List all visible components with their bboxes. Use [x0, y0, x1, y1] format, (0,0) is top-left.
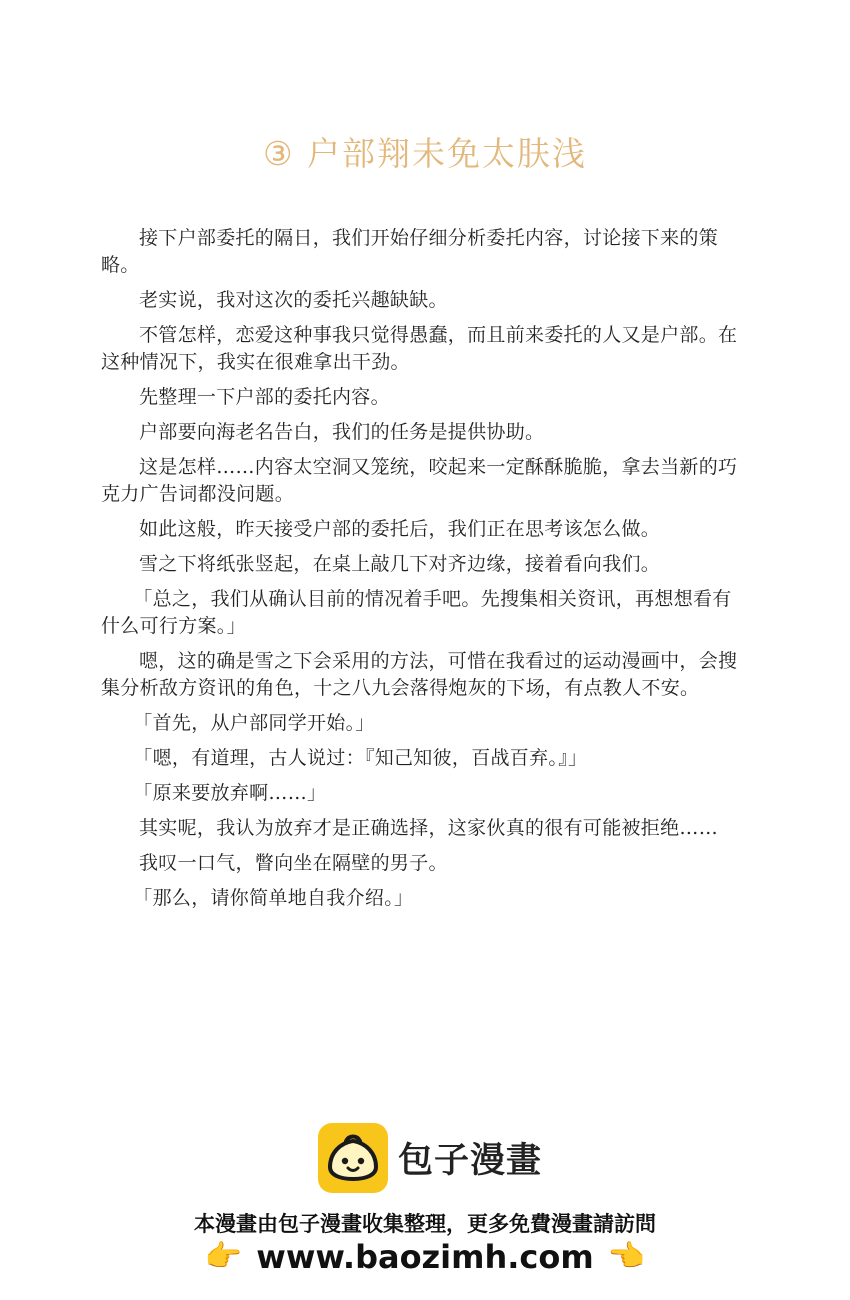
paragraph: 先整理一下户部的委托内容。 — [139, 386, 390, 408]
dialogue-paragraph: 「首先，从户部同学开始。」 — [133, 712, 375, 734]
brand-name: 包子漫畫 — [398, 1141, 543, 1181]
paragraph: 雪之下将纸张竖起，在桌上敲几下对齐边缘，接着看向我们。 — [139, 553, 661, 575]
bun-icon — [318, 1123, 388, 1193]
paragraph: 我叹一口气，瞥向坐在隔壁的男子。 — [139, 852, 448, 874]
paragraph: 接下户部委托的隔日，我们开始仔细分析委托内容，讨论接下来的策略。 — [101, 227, 719, 276]
paragraph: 其实呢，我认为放弃才是正确选择，这家伙真的很有可能被拒绝…… — [139, 817, 719, 839]
paragraph: 不管怎样，恋爱这种事我只觉得愚蠢，而且前来委托的人又是户部。在这种情况下，我实在很难拿出干劲。 — [101, 324, 738, 373]
paragraph: 户部要向海老名告白，我们的任务是提供协助。 — [139, 421, 545, 443]
paragraph: 如此这般，昨天接受户部的委托后，我们正在思考该怎么做。 — [139, 518, 661, 540]
brand-logo-row[interactable] — [318, 1123, 542, 1193]
site-url-link[interactable]: www.baozimh.com — [256, 1238, 594, 1276]
dialogue-paragraph: 「总之，我们从确认目前的情况着手吧。先搜集相关资讯，再想想看有什么可行方案。」 — [101, 588, 732, 637]
pointing-left-hand-icon: 👈 — [607, 1239, 646, 1274]
body-text — [101, 225, 747, 920]
paragraph: 这是怎样……内容太空洞又笼统，咬起来一定酥酥脆脆，拿去当新的巧克力广告词都没问题。 — [101, 456, 738, 505]
site-footer — [0, 1120, 850, 1300]
dialogue-paragraph: 「那么，请你简单地自我介绍。」 — [133, 887, 414, 909]
dialogue-paragraph: 「原来要放弃啊……」 — [133, 782, 327, 804]
site-url-row[interactable] — [0, 1238, 850, 1276]
paragraph: 嗯，这的确是雪之下会采用的方法，可惜在我看过的运动漫画中，会搜集分析敌方资讯的角色，十之八九会落得炮灰的下场，有点教人不安。 — [101, 650, 738, 699]
paragraph: 老实说，我对这次的委托兴趣缺缺。 — [139, 289, 448, 311]
dialogue-paragraph: 「嗯，有道理，古人说过：『知己知彼，百战百弃。』」 — [133, 747, 588, 769]
footer-notice: 本漫畫由包子漫畫收集整理，更多免費漫畫請訪問 — [194, 1212, 656, 1236]
chapter-title: ③ 户部翔未免太肤浅 — [262, 134, 588, 173]
pointing-right-hand-icon: 👉 — [204, 1239, 243, 1274]
